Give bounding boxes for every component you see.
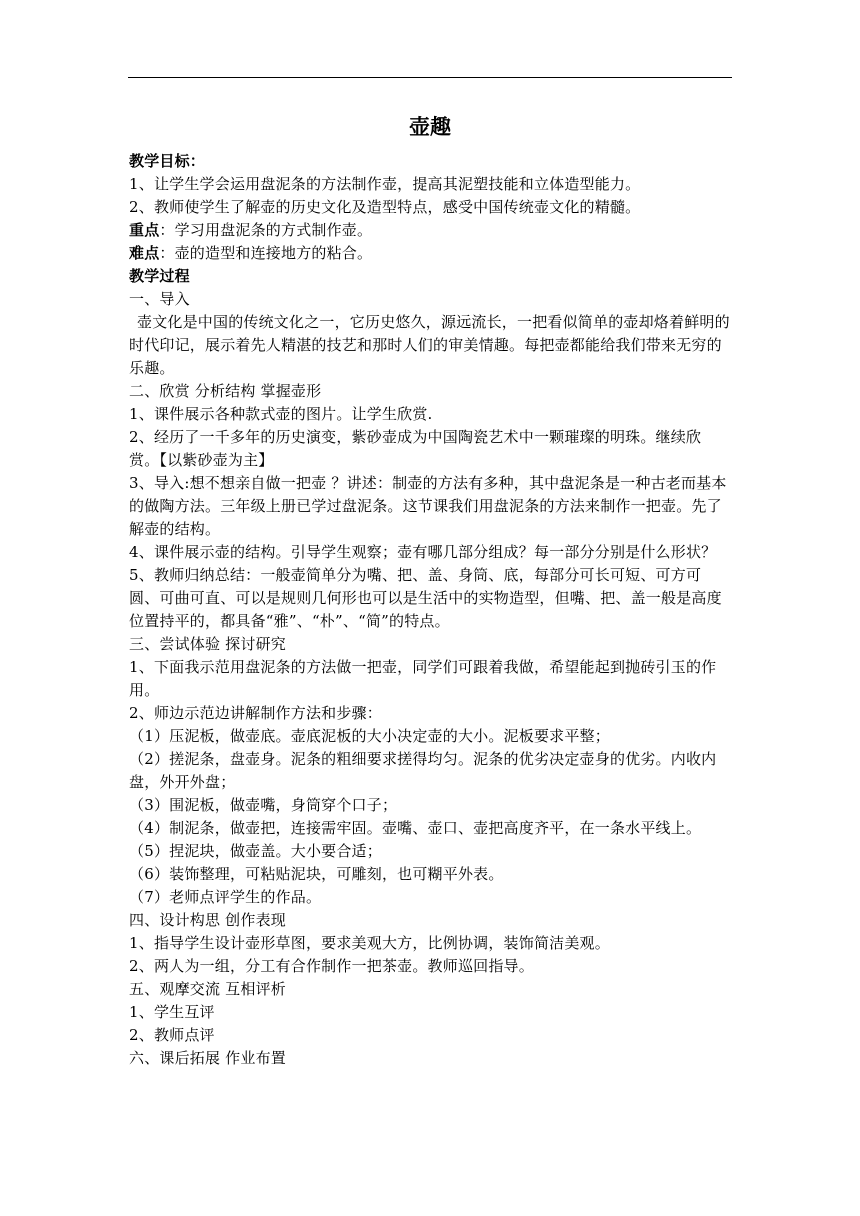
section-paragraph: 2、师边示范边讲解制作方法和步骤： bbox=[129, 704, 382, 722]
section-heading: 一、导入 bbox=[129, 290, 190, 308]
section-heading: 五、观摩交流 互相评析 bbox=[129, 980, 286, 998]
objective-item: 1、让学生学会运用盘泥条的方法制作壶，提高其泥塑技能和立体造型能力。 bbox=[129, 175, 641, 193]
section-paragraph: 3、导入:想不想亲自做一把壶 ？讲述：制壶的方法有多种，其中盘泥条是一种古老而基本的做陶方法。三年级上册已学过盘泥条。这节课我们用盘泥条的方法来制作一把壶。先了解壶的结构。 bbox=[129, 474, 727, 538]
step-item: （1）压泥板，做壶底。壶底泥板的大小决定壶的大小。泥板要求平整； bbox=[129, 727, 610, 745]
section-paragraph: 1、下面我示范用盘泥条的方法做一把壶，同学们可跟着我做，希望能起到抛砖引玉的作用。 bbox=[129, 658, 717, 699]
section-heading: 三、尝试体验 探讨研究 bbox=[129, 635, 286, 653]
section-heading: 六、课后拓展 作业布置 bbox=[129, 1049, 286, 1067]
step-item: （3）围泥板，做壶嘴，身筒穿个口子； bbox=[129, 796, 398, 814]
key-point bbox=[129, 219, 731, 242]
section-paragraph: 2、教师点评 bbox=[129, 1026, 215, 1044]
difficulty bbox=[129, 242, 731, 265]
objectives-heading: 教学目标： bbox=[129, 152, 206, 170]
step-item: （2）搓泥条，盘壶身。泥条的粗细要求搓得均匀。泥条的优劣决定壶身的优劣。内收内盘，外开外盘； bbox=[129, 750, 717, 791]
section-heading: 二、欣赏 分析结构 掌握壶形 bbox=[129, 382, 322, 400]
document-page bbox=[129, 110, 731, 1070]
step-item: （6）装饰整理，可粘贴泥块，可雕刻，也可糊平外表。 bbox=[129, 865, 504, 883]
process-heading: 教学过程 bbox=[129, 267, 190, 285]
doc-title: 壶趣 bbox=[409, 114, 451, 139]
difficulty-label: 难点 bbox=[129, 244, 160, 262]
difficulty-text: ：壶的造型和连接地方的粘合。 bbox=[159, 244, 373, 262]
step-item: （5）捏泥块，做壶盖。大小要合适； bbox=[129, 842, 382, 860]
header-rule bbox=[128, 77, 732, 78]
objective-item: 2、教师使学生了解壶的历史文化及造型特点，感受中国传统壶文化的精髓。 bbox=[129, 198, 641, 216]
section-paragraph: 2、两人为一组，分工有合作制作一把茶壶。教师巡回指导。 bbox=[129, 957, 534, 975]
step-item: （4）制泥条，做壶把，连接需牢固。壶嘴、壶口、壶把高度齐平，在一条水平线上。 bbox=[129, 819, 702, 837]
section-heading: 四、设计构思 创作表现 bbox=[129, 911, 286, 929]
step-item: （7）老师点评学生的作品。 bbox=[129, 888, 322, 906]
key-point-text: ：学习用盘泥条的方式制作壶。 bbox=[159, 221, 373, 239]
section-paragraph: 1、课件展示各种款式壶的图片。让学生欣赏. bbox=[129, 405, 433, 423]
key-point-label: 重点 bbox=[129, 221, 160, 239]
section-paragraph: 1、指导学生设计壶形草图，要求美观大方，比例协调，装饰简洁美观。 bbox=[129, 934, 610, 952]
section-paragraph: 4、课件展示壶的结构。引导学生观察；壶有哪几部分组成？每一部分分别是什么形状？ bbox=[129, 543, 717, 561]
section-paragraph: 1、学生互评 bbox=[129, 1003, 215, 1021]
section-paragraph: 2、经历了一千多年的历史演变，紫砂壶成为中国陶瓷艺术中一颗璀璨的明珠。继续欣赏。【以紫砂壶为主】 bbox=[129, 428, 702, 469]
section-paragraph: 壶文化是中国的传统文化之一，它历史悠久，源远流长，一把看似简单的壶却烙着鲜明的时代印记，展示着先人精湛的技艺和那时人们的审美情趣。每把壶都能给我们带来无穷的乐趣。 bbox=[129, 313, 730, 377]
section-paragraph: 5、教师归纳总结：一般壶简单分为嘴、把、盖、身筒、底，每部分可长可短、可方可圆、可曲可直、可以是规则几何形也可以是生活中的实物造型，但嘴、把、盖一般是高度位置持平的，都具备“雅”、“朴”、“简”的特点。 bbox=[129, 566, 722, 630]
